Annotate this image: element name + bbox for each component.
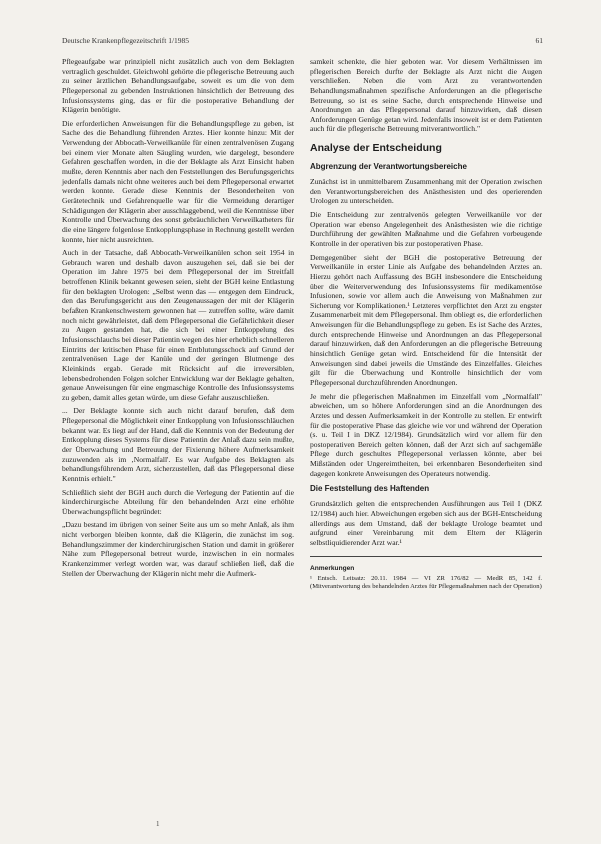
paragraph: samkeit schenkte, die hier geboten war. Vor diesem Verhältnissen im pflegerischen Bereich durfte der Beklagte als Arzt nicht die Augen verschließen. Neben die vom Arzt zu verantwortenden Behandlungsmaßnahmen spezifische Anforderungen an die pflegerische Betreuung, so ist es seine Sache, durch entsprechende Hinweise und Anordnungen an das Pflegepersonal darauf hinzuwirken, daß diesen Anforderungen Genüge getan wird. Jedenfalls insoweit ist er dem Patienten auch für die pflegerische Betreuung mitverantwortlich." xyxy=(310,57,542,134)
footnote-divider xyxy=(310,556,542,557)
page-number: 61 xyxy=(535,36,543,45)
running-header xyxy=(62,36,543,45)
paragraph: Auch in der Tatsache, daß Abbocath-Verweilkanülen schon seit 1954 in Gebrauch waren und deshalb davon auszugehen sei, daß sie bei der Operation im Jahre 1975 bei dem Pflegepersonal der im Streitfall betroffenen Klinik bekannt gewesen seien, sieht der BGH keine Entlastung für den beklagten Urologen: „Selbst wenn das — entgegen dem Eindruck, den das Berufungsgericht aus den Zeugenaussagen der mit der Klägerin befaßten Krankenschwestern gewonnen hat — zutreffen sollte, wäre damit noch nicht gewährleistet, daß dem Pflegepersonal die Gefährlichkeit dieser zu Augen gestanden hat, die sich bei einer Entkoppelung des Infusionsschlauchs bei dieser Patientin wegen des hier erheblich schnelleren Eintritts der kritischen Phase für einen Entblutungsschock auf Grund der zentralvenösen Lage der Kanüle und der geringen Blutmenge des Kleinkinds ergab. Gerade mit Rücksicht auf die irreversiblen, lebensbedrohenden Folgen solcher Entwicklung war der Beklagte gehalten, genaue Anweisungen für eine engmaschige Kontrolle des Infusionssystems zu geben, damit alles getan würde, um diese Gefahr auszuschließen. xyxy=(62,248,294,402)
paragraph: Demgegenüber sieht der BGH die postoperative Betreuung der Verweilkanüle in erster Linie als Aufgabe des behandelnden Arztes an. Hierzu gehört nach Auffassung des BGH insbesondere die Entscheidung über die Weiterverwendung des Infusionssystems für medikamentöse Infusionen, sowie vor allem auch die Anweisung von Maßnahmen zur Sicherung vor Komplikationen.¹ Letzteres verpflichtet den Arzt zu engster Zusammenarbeit mit dem Pflegepersonal. Ihm obliegt es, die erforderlichen Anweisungen für die Behandlungspflege zu geben. Es ist Sache des Arztes, durch entsprechende Hinweise und Anordnungen an das Pflegepersonal darauf hinzuwirken, daß den Anforderungen an die pflegerische Betreuung hinsichtlich Genüge getan wird. Entscheidend für die Intensität der Anweisungen sind dabei jeweils die Umstände des Einzelfalles. Gleiches gilt für die Überwachung und Kontrolle hinsichtlich der vom Pflegepersonal durchzuführenden Anordnungen. xyxy=(310,252,542,387)
paragraph: „Dazu bestand im übrigen von seiner Seite aus um so mehr Anlaß, als ihm nicht verborgen bleiben konnte, daß die Klägerin, die zunächst im sog. Behandlungszimmer der kinderchirurgischen Station und damit in größerer Nähe zum Pflegepersonal betreut wurde, inzwischen in ein normales Krankenzimmer verlegt worden war, was darauf schließen ließ, daß die Stellen der Überwachung der Klägerin nicht mehr die Aufmerk- xyxy=(62,520,294,578)
paragraph: Je mehr die pflegerischen Maßnahmen im Einzelfall vom „Normalfall" abweichen, um so höhere Anforderungen sind an die Anordnungen des Arztes und dessen Aufmerksamkeit in der Kontrolle zu stellen. Er entwirft für die postoperative Phase das gleiche wie vor und während der Operation (s. u. Teil I in DKZ 12/1984). Grundsätzlich wird vor allem für den postoperativen Bereich gelten können, daß der Arzt sich auf sachgemäße Pflege durch geschultes Pflegepersonal verlassen könnte, aber bei Mißständen oder Ungereimtheiten, bei erkennbaren Besonderheiten sind dagegen konkrete Anweisungen des Operateurs notwendig. xyxy=(310,391,542,478)
subheading-responsibility: Abgrenzung der Verantwortungsbereiche xyxy=(310,162,467,172)
body-columns xyxy=(62,57,543,594)
paragraph: Die erforderlichen Anweisungen für die Behandlungspflege zu geben, ist Sache des die Behandlung führenden Arztes. Hier konnte hinzu: Mit der Verwendung der Abbocath-Verweilkanüle für einen zentralvenösen Zugang bei einem vier Monate alten Säugling wurden, wie dargelegt, besondere Gefahren geschaffen worden, in die der Beklagte als Arzt Einsicht haben mußte, deren Kenntnis aber nach den Feststellungen des Berufungsgerichts jedenfalls damals nicht ohne weiteres auch bei dem Pflegepersonal erwartet werden konnte. Gerade diese Kenntnis der Besonderheiten von Gerätetechnik und Gefahrenquelle war für die Vermeidung derartiger Schädigungen der Klägerin aber ausschlaggebend, weil die Kenntnisse über Kontrolle und Überwachung des sonst gebräuchlichen Verweilkatheters für die eine längere folgenlose Entkopplungsphase in Rechnung gestellt werden konnte, hier nicht ausreichten. xyxy=(62,118,294,244)
right-column xyxy=(310,57,542,594)
paragraph: Schließlich sieht der BGH auch durch die Verlegung der Patientin auf die kinderchirurgische Abteilung für den behandelnden Arzt eine erhöhte Überwachungspflicht begründet: xyxy=(62,487,294,516)
paragraph: Die Entscheidung zur zentralvenös gelegten Verweilkanüle vor der Operation war ebenso Angelegenheit des Anästhesisten wie die richtige Durchführung der gewählten Maßnahme und die Gefahren vorbeugende Kontrolle in der operativen bis zur postoperativen Phase. xyxy=(310,210,542,248)
paragraph: Pflegeaufgabe war prinzipiell nicht zusätzlich auch von dem Beklagten vertraglich geschuldet. Gleichwohl gehörte die pflegerische Betreuung auch zu seiner ärztlichen Behandlungsaufgabe, soweit es um die von dem Pflegepersonal zu gebenden Instruktionen hinsichtlich der Betreuung des Infusionssystems ging, das er für die postoperative Behandlung der Klägerin benötigte. xyxy=(62,57,294,115)
paragraph: ... Der Beklagte konnte sich auch nicht darauf berufen, daß dem Pflegepersonal die Möglichkeit einer Entkopplung von Infusionsschläuchen bekannt war. Es liegt auf der Hand, daß die Kenntnis von der Bedeutung der Entkopplung dieses Systems für diese Patientin der Anlaß dazu sein mußte, der Überwachung und Betreuung der Fixierung höhere Aufmerksamkeit zuzuwenden als im ‚Normalfall'. Es war Aufgabe des Beklagten als behandlungsführendem Arzt, sicherzustellen, daß das Pflegepersonal diese Kenntnis erhielt." xyxy=(62,406,294,483)
subheading-liability: Die Feststellung des Haftenden xyxy=(310,484,430,494)
footnotes-title: Anmerkungen xyxy=(310,564,355,572)
journal-title: Deutsche Krankenpflegezeitschrift 1/1985 xyxy=(62,36,190,45)
paragraph: Grundsätzlich gelten die entsprechenden Ausführungen aus Teil I (DKZ 12/1984) auch hier. Abweichungen ergeben sich aus der BGH-Entscheidung allerdings aus dem Umstand, daß der beklagte Urologe beamtet und aufgrund einer Vereinbarung mit dem Eltern der Klägerin selbstliquidierender Arzt war.¹ xyxy=(310,499,542,547)
footnote: ¹ Entsch. Leitsatz: 20.11. 1984 — VI ZR 176/82 — MedR 85, 142 f. (Mitverantwortung des behandelnden Arztes für Pflegemaßnahmen nach der Operation) xyxy=(310,574,542,591)
left-column xyxy=(62,57,294,594)
paragraph: Zunächst ist in unmittelbarem Zusammenhang mit der Operation zwischen den Verantwortungsbereichen des Anästhesisten und des operierenden Urologen zu unterscheiden. xyxy=(310,177,542,206)
bottom-mark: 1 xyxy=(156,820,160,828)
section-heading-analysis: Analyse der Entscheidung xyxy=(310,142,442,155)
